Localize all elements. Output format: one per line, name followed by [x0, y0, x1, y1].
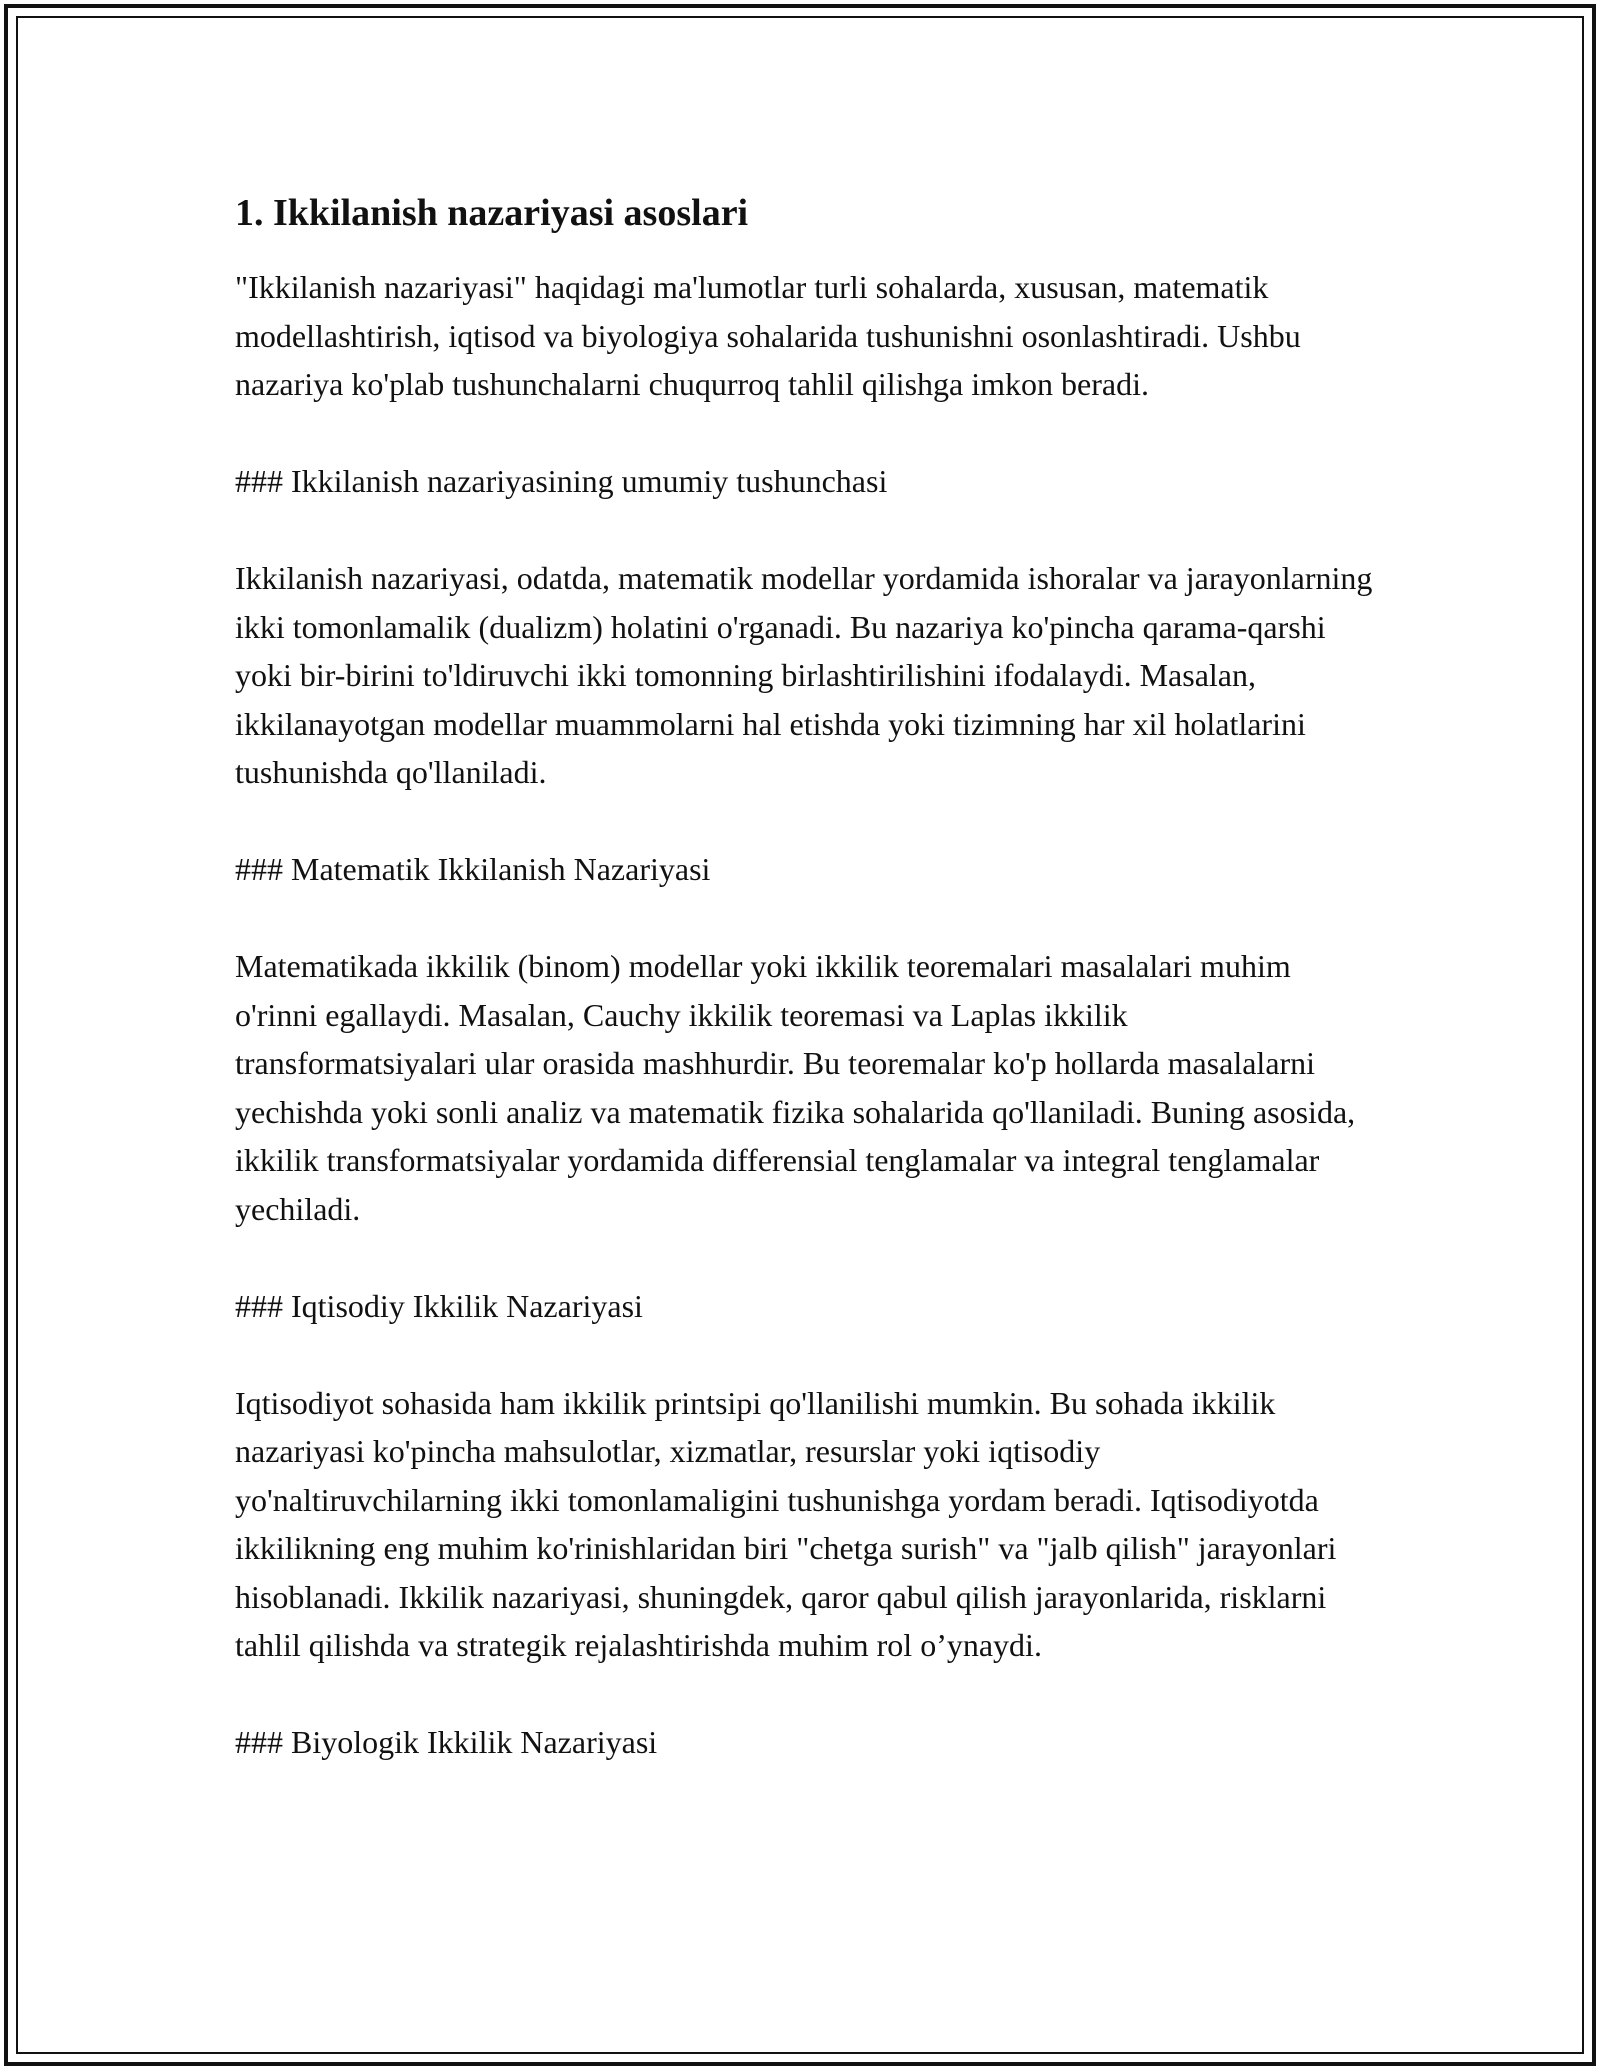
paragraph-economic: Iqtisodiyot sohasida ham ikkilik printsipi qo'llanilishi mumkin. Bu sohada ikkilik nazariyasi ko'pincha mahsulotlar, xizmatlar, resurslar yoki iqtisodiy yo'naltiruvchilarning ikki tomonlamaligini tushunishga yordam beradi. Iqtisodiyotda ikkilikning eng muhim ko'rinishlaridan biri "chetga surish" va "jalb qilish" jarayonlari hisoblanadi. Ikkilik nazariyasi, shuningdek, qaror qabul qilish jarayonlarida, risklarni tahlil qilishda va strategik rejalashtirishda muhim rol o’ynaydi.: [235, 1384, 1337, 1663]
paragraph-intro: "Ikkilanish nazariyasi" haqidagi ma'lumotlar turli sohalarda, xususan, matematik modellashtirish, iqtisod va biyologiya sohalarida tushunishni osonlashtiradi. Ushbu nazariya ko'plab tushunchalarni chuqurroq tahlil qilishga imkon beradi.: [235, 269, 1301, 402]
section-heading-economic: ### Iqtisodiy Ikkilik Nazariyasi: [235, 1287, 643, 1324]
section-heading-math: ### Matematik Ikkilanish Nazariyasi: [235, 851, 711, 887]
paragraph-general: Ikkilanish nazariyasi, odatda, matematik modellar yordamida ishoralar va jarayonlarning ikki tomonlamalik (dualizm) holatini o'rganadi. Bu nazariya ko'pincha qarama-qarshi yoki bir-birini to'ldiruvchi ikki tomonning birlashtirilishini ifodalaydi. Masalan, ikkilanayotgan modellar muammolarni hal etishda yoki tizimning har xil holatlarini tushunishda qo'llaniladi.: [235, 560, 1373, 790]
document-body: [235, 185, 1375, 1815]
paragraph-math: Matematikada ikkilik (binom) modellar yoki ikkilik teoremalari masalalari muhim o'rinni egallaydi. Masalan, Cauchy ikkilik teoremasi va Laplas ikkilik transformatsiyalari ular orasida mashhurdir. Bu teoremalar ko'p hollarda masalalarni yechishda yoki sonli analiz va matematik fizika sohalarida qo'llaniladi. Buning asosida, ikkilik transformatsiyalar yordamida differensial tenglamalar va integral tenglamalar yechiladi.: [235, 948, 1356, 1227]
section-heading-biological: ### Biyologik Ikkilik Nazariyasi: [235, 1724, 658, 1760]
section-heading-general: ### Ikkilanish nazariyasining umumiy tushunchasi: [235, 463, 888, 499]
document-title: 1. Ikkilanish nazariyasi asoslari: [235, 192, 749, 234]
